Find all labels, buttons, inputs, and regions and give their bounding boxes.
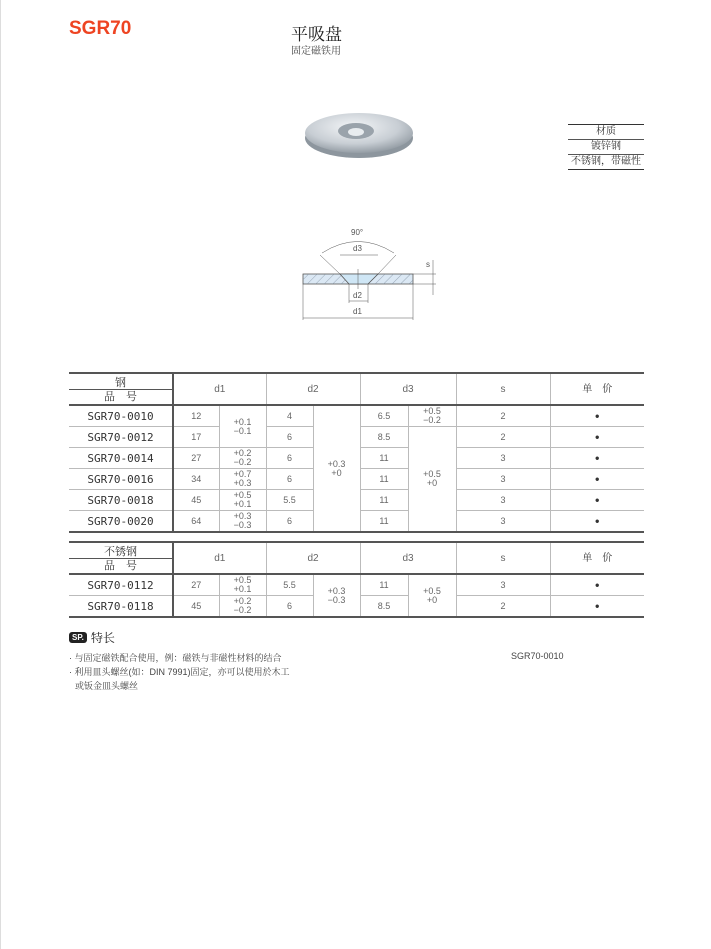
d3-value: 11 bbox=[360, 574, 408, 596]
tolerance-value: +0.2 bbox=[233, 448, 252, 458]
feature-line: · 与固定磁铁配合使用，例：磁铁与非磁性材料的结合 bbox=[69, 653, 282, 663]
d1-value: 45 bbox=[173, 490, 219, 511]
d1-label: d1 bbox=[353, 307, 362, 316]
tolerance-value: −0.3 bbox=[327, 594, 346, 605]
price-value: • bbox=[550, 490, 644, 511]
d1-tolerance bbox=[219, 511, 266, 533]
tolerance-value: +0.7 bbox=[233, 469, 252, 479]
part-number: SGR70-0014 bbox=[69, 448, 173, 469]
tolerance-value: −0.2 bbox=[423, 415, 441, 425]
s-value: 3 bbox=[456, 448, 550, 469]
part-number: SGR70-0020 bbox=[69, 511, 173, 533]
tolerance-value: +0.1 bbox=[233, 584, 252, 594]
part-number: SGR70-0016 bbox=[69, 469, 173, 490]
product-code: SGR70 bbox=[69, 18, 132, 39]
d1-value: 12 bbox=[173, 405, 219, 427]
page-title: 平吸盘 bbox=[291, 25, 342, 44]
tolerance-value: +0.1 bbox=[233, 416, 252, 427]
part-number: SGR70-0112 bbox=[69, 574, 173, 596]
d2-tolerance bbox=[313, 405, 360, 532]
angle-label: 90° bbox=[351, 228, 364, 237]
price-value: • bbox=[550, 469, 644, 490]
tolerance-value: +0.1 bbox=[233, 499, 252, 509]
d1-value: 27 bbox=[173, 448, 219, 469]
d1-tolerance bbox=[219, 596, 266, 618]
d3-tolerance bbox=[408, 405, 456, 427]
d3-header: d3 bbox=[360, 542, 456, 574]
features-title: 特长 bbox=[90, 631, 115, 645]
material-item: 不锈钢，带磁性 bbox=[568, 154, 644, 170]
tolerance-value: −0.2 bbox=[233, 605, 252, 615]
s-value: 2 bbox=[456, 596, 550, 618]
d1-header: d1 bbox=[173, 373, 266, 405]
table-header bbox=[69, 542, 644, 574]
d1-tolerance bbox=[219, 574, 266, 596]
s-header: s bbox=[456, 542, 550, 574]
d2-label: d2 bbox=[353, 291, 362, 300]
tolerance-value: +0 bbox=[426, 478, 438, 488]
tolerance-value: +0.3 bbox=[327, 585, 346, 596]
d3-value: 11 bbox=[360, 448, 408, 469]
d1-tolerance bbox=[219, 469, 266, 490]
d1-value: 27 bbox=[173, 574, 219, 596]
d3-value: 8.5 bbox=[360, 596, 408, 618]
s-header: s bbox=[456, 373, 550, 405]
d2-value: 6 bbox=[266, 448, 313, 469]
material-label: 不锈钢 bbox=[69, 545, 172, 559]
d2-header: d2 bbox=[266, 542, 360, 574]
price-value: • bbox=[550, 405, 644, 427]
feature-line: · 利用皿头螺丝(如：DIN 7991)固定，亦可以使用於木工 bbox=[69, 667, 290, 677]
d2-value: 6 bbox=[266, 511, 313, 533]
price-value: • bbox=[550, 448, 644, 469]
d2-value: 4 bbox=[266, 405, 313, 427]
s-value: 3 bbox=[456, 490, 550, 511]
material-item: 镀锌钢 bbox=[568, 139, 644, 154]
d3-value: 11 bbox=[360, 469, 408, 490]
tolerance-value: +0.5 bbox=[233, 575, 252, 585]
d2-value: 6 bbox=[266, 427, 313, 448]
d1-value: 64 bbox=[173, 511, 219, 533]
d2-value: 6 bbox=[266, 469, 313, 490]
d3-value: 6.5 bbox=[360, 405, 408, 427]
d3-value: 8.5 bbox=[360, 427, 408, 448]
d1-value: 17 bbox=[173, 427, 219, 448]
tolerance-value: +0.5 bbox=[423, 585, 441, 596]
part-no-header: 品 号 bbox=[104, 389, 137, 403]
material-label: 钢 bbox=[69, 376, 172, 390]
tolerance-value: −0.3 bbox=[233, 520, 252, 530]
price-value: • bbox=[550, 511, 644, 533]
washer-photo bbox=[304, 110, 414, 160]
material-table bbox=[568, 124, 644, 170]
tolerance-value: +0.3 bbox=[233, 478, 252, 488]
part-number: SGR70-0018 bbox=[69, 490, 173, 511]
d1-value: 34 bbox=[173, 469, 219, 490]
price-value: • bbox=[550, 427, 644, 448]
price-value: • bbox=[550, 574, 644, 596]
d3-value: 11 bbox=[360, 490, 408, 511]
d1-tolerance bbox=[219, 448, 266, 469]
table-row bbox=[69, 405, 644, 427]
d1-tolerance bbox=[219, 405, 266, 448]
d2-value: 5.5 bbox=[266, 490, 313, 511]
tolerance-value: −0.1 bbox=[233, 425, 252, 436]
table-row bbox=[69, 574, 644, 596]
d2-header: d2 bbox=[266, 373, 360, 405]
s-value: 3 bbox=[456, 469, 550, 490]
d3-tolerance bbox=[408, 427, 456, 533]
price-header: 单 价 bbox=[550, 542, 644, 574]
price-header: 单 价 bbox=[550, 373, 644, 405]
d2-tolerance bbox=[313, 574, 360, 617]
d3-label: d3 bbox=[353, 244, 362, 253]
tolerance-value: −0.2 bbox=[233, 457, 252, 467]
feature-line: 或钣金皿头螺丝 bbox=[75, 681, 139, 691]
price-value: • bbox=[550, 596, 644, 618]
part-number: SGR70-0118 bbox=[69, 596, 173, 618]
s-value: 3 bbox=[456, 574, 550, 596]
table-header bbox=[69, 373, 644, 405]
d1-value: 45 bbox=[173, 596, 219, 618]
order-example: SGR70-0010 bbox=[511, 651, 564, 661]
d3-value: 11 bbox=[360, 511, 408, 533]
d3-header: d3 bbox=[360, 373, 456, 405]
tolerance-value: +0.3 bbox=[327, 458, 346, 469]
d1-tolerance bbox=[219, 490, 266, 511]
features-heading bbox=[69, 629, 115, 646]
steel-spec-table bbox=[69, 372, 644, 533]
s-label: s bbox=[426, 260, 430, 269]
tolerance-value: +0.2 bbox=[233, 596, 252, 606]
dimension-drawing bbox=[291, 215, 451, 325]
d3-tolerance bbox=[408, 574, 456, 617]
part-no-header: 品 号 bbox=[104, 558, 137, 572]
d2-value: 5.5 bbox=[266, 574, 313, 596]
sp-badge-icon: SP. bbox=[69, 632, 87, 643]
tolerance-value: +0 bbox=[426, 594, 438, 605]
page-subtitle: 固定磁铁用 bbox=[291, 46, 341, 57]
tolerance-value: +0 bbox=[331, 467, 342, 478]
s-value: 3 bbox=[456, 511, 550, 533]
tolerance-value: +0.5 bbox=[423, 469, 441, 479]
tolerance-value: +0.5 bbox=[233, 490, 252, 500]
material-heading: 材质 bbox=[568, 124, 644, 139]
stainless-spec-table bbox=[69, 541, 644, 618]
s-value: 2 bbox=[456, 405, 550, 427]
tolerance-value: +0.3 bbox=[233, 511, 252, 521]
part-number: SGR70-0012 bbox=[69, 427, 173, 448]
part-number: SGR70-0010 bbox=[69, 405, 173, 427]
d1-header: d1 bbox=[173, 542, 266, 574]
tolerance-value: +0.5 bbox=[423, 406, 441, 416]
s-value: 2 bbox=[456, 427, 550, 448]
d2-value: 6 bbox=[266, 596, 313, 618]
